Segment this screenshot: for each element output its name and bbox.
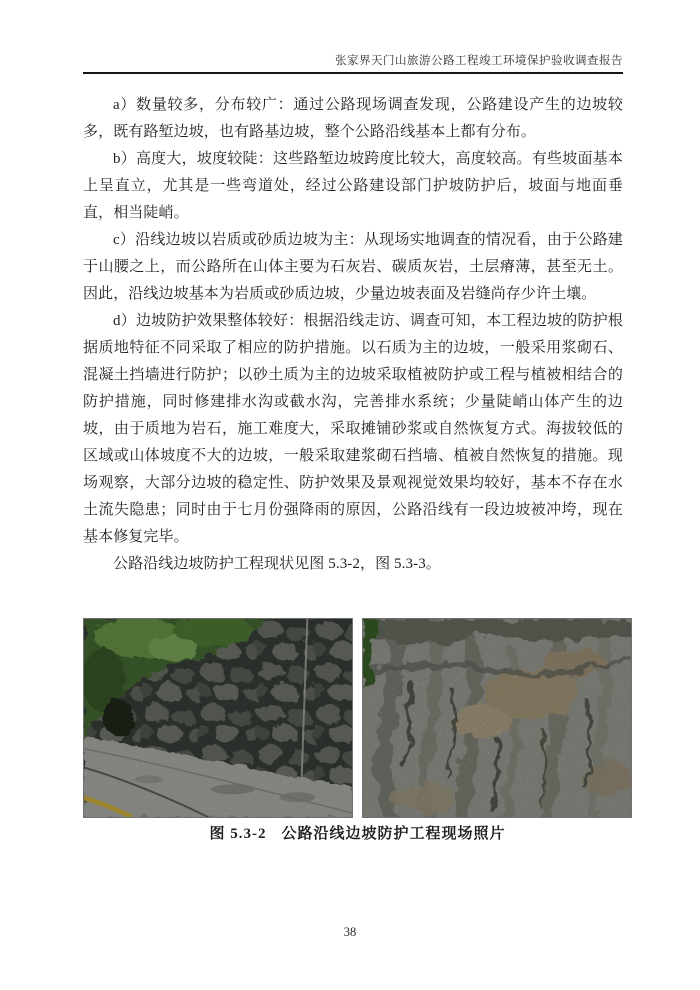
rock-slope-face-photo: [362, 618, 632, 818]
header-rule: [83, 72, 623, 74]
figure-caption-label: 图 5.3-2: [209, 826, 267, 842]
body-content: [83, 92, 623, 843]
page-header: [83, 52, 623, 74]
figure-caption: [83, 822, 632, 843]
masonry-retaining-wall-photo: [83, 618, 353, 818]
page-number: 38: [343, 925, 357, 939]
masonry-wall-illustration: [84, 619, 352, 817]
paragraph-d: d）边坡防护效果整体较好：根据沿线走访、调查可知，本工程边坡的防护根据质地特征不同采取了相应的防护措施。以石质为主的边坡，一般采用浆砌石、混凝土挡墙进行防护；以砂土质为主的边坡采取植被防护或工程与植被相结合的防护措施，同时修建排水沟或截水沟，完善排水系统；少量陡峭山体产生的边坡，由于质地为岩石，施工难度大，采取摊铺砂浆或自然恢复方式。海拔较低的区域或山体坡度不大的边坡，一般采取建浆砌石挡墙、植被自然恢复的措施。现场观察，大部分边坡的稳定性、防护效果及景观视觉效果均较好，基本不存在水土流失隐患；同时由于七月份强降雨的原因，公路沿线有一段边坡被冲垮，现在基本修复完毕。: [83, 313, 623, 545]
figure-reference: 公路沿线边坡防护工程现状见图 5.3-2，图 5.3-3。: [113, 556, 441, 572]
paragraph-c: c）沿线边坡以岩质或砂质边坡为主：从现场实地调查的情况看，由于公路建于山腰之上，而公路所在山体主要为石灰岩、碳质灰岩，土层瘠薄，甚至无土。因此，沿线边坡基本为岩质或砂质边坡，少量边坡表面及岩缝尚存少许土壤。: [83, 232, 623, 302]
paragraph-b: b）高度大，坡度较陡：这些路堑边坡跨度比较大，高度较高。有些坡面基本上呈直立，尤其是一些弯道处，经过公路建设部门护坡防护后，坡面与地面垂直，相当陡峭。: [83, 151, 623, 221]
figure-caption-title: 公路沿线边坡防护工程现场照片: [281, 826, 506, 842]
running-header-title: 张家界天门山旅游公路工程竣工环境保护验收调查报告: [335, 55, 623, 67]
figure-photos-row: [83, 618, 632, 818]
rock-face-illustration: [363, 619, 631, 817]
paragraph-a: a）数量较多，分布较广：通过公路现场调查发现，公路建设产生的边坡较多，既有路堑边坡，也有路基边坡，整个公路沿线基本上都有分布。: [83, 97, 623, 140]
